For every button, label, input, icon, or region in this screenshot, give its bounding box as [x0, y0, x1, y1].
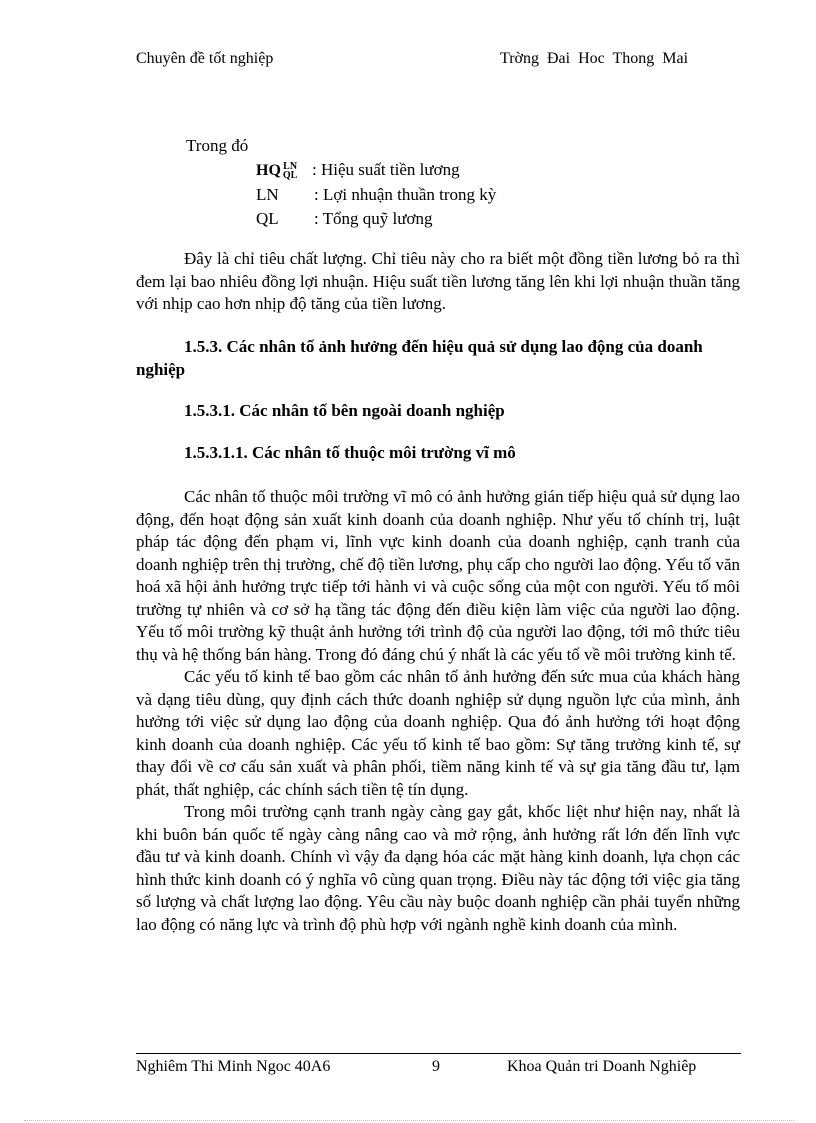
footer-faculty: Khoa Quản tri Doanh Nghiêp — [507, 1058, 697, 1075]
body-paragraph-4: Trong môi trường cạnh tranh ngày càng gay gắt, khốc liệt như hiện nay, nhất là khi buôn bán quốc tế ngày càng nâng cao và mở rộng, ảnh hưởng rất lớn đến lĩnh vực đầu tư và kinh doanh. Chính vì vậy đa dạng hóa các mặt hàng kinh doanh, lựa chọn các hình thức kinh doanh có ý nghĩa vô cùng quan trọng. Điều này tác động tới việc gia tăng số lượng và chất lượng lao động. Yêu cầu này buộc doanh nghiệp cần phải tuyển những lao động có năng lực và trình độ phù hợp với ngành nghề kinh doanh của mình. — [136, 802, 740, 934]
definition-row-hq — [186, 158, 496, 183]
section-heading-1-5-3: 1.5.3. Các nhân tố ảnh hưởng đến hiệu quả sử dụng lao động của doanh nghiệp — [136, 337, 703, 379]
section-heading-1-5-3-1: 1.5.3.1. Các nhân tố bên ngoài doanh nghiệp — [184, 401, 505, 420]
definition-symbol: QL — [256, 209, 279, 228]
body-paragraph-2: Các nhân tố thuộc môi trường vĩ mô có ảnh hưởng gián tiếp hiệu quả sử dụng lao động, đến hoạt động sản xuất kinh doanh của doanh nghiệp. Như yếu tố chính trị, luật pháp tác động đến phạm vi, lĩnh vực kinh doanh của doanh nghiệp, cạnh tranh của doanh nghiệp trên thị trường, chế độ tiền lương, phụ cấp cho người lao động. Yếu tố văn hoá xã hội ảnh hưởng trực tiếp tới hành vi và cuộc sống của một con người. Yếu tố môi trường tự nhiên và cơ sở hạ tầng tác động đến điều kiện làm việc của người lao động. Yếu tố môi trường kỹ thuật ảnh hưởng tới trình độ của người lao động, tới mô thức tiêu thụ và hệ thống bán hàng. Trong đó đáng chú ý nhất là các yếu tố về môi trường kinh tế. — [136, 487, 740, 664]
definition-text: : Lợi nhuận thuần trong kỳ — [314, 185, 497, 204]
body-paragraphs — [136, 486, 740, 936]
footer-author: Nghiêm Thi Minh Ngoc 40A6 — [136, 1058, 331, 1075]
page-number: 9 — [432, 1058, 440, 1075]
hq-symbol: HQ LN QL — [256, 161, 298, 182]
section-heading-1-5-3-1-1: 1.5.3.1.1. Các nhân tố thuộc môi trường vĩ mô — [184, 443, 516, 462]
definition-row-ql — [186, 207, 496, 231]
definitions-block — [186, 134, 496, 231]
footer-divider — [136, 1053, 741, 1054]
definition-row-ln — [186, 183, 496, 207]
page-edge-divider — [24, 1120, 794, 1121]
definition-text: : Hiệu suất tiền lương — [312, 160, 460, 179]
intro-label: Trong đó — [186, 136, 249, 155]
definition-text: : Tổng quỹ lương — [314, 209, 433, 228]
body-paragraph-3: Các yếu tố kinh tế bao gồm các nhân tố ảnh hưởng đến sức mua của khách hàng và dạng tiêu dùng, quy định cách thức doanh nghiệp sử dụng nguồn lực của mình, ảnh hưởng tới việc sử dụng lao động của doanh nghiệp. Qua đó ảnh hưởng tới hoạt động kinh doanh của doanh nghiệp. Các yếu tố kinh tế bao gồm: Sự tăng trưởng kinh tế, sự thay đổi về cơ cấu sản xuất và phân phối, tiềm năng kinh tế và sự gia tăng đầu tư, lạm phát, thất nghiệp, các chính sách tiền tệ tín dụng. — [136, 667, 740, 799]
header-right: Trờng Đai Hoc Thong Mai — [500, 50, 689, 67]
header-left: Chuyên đề tốt nghiệp — [136, 50, 274, 67]
definition-symbol: LN — [256, 185, 279, 204]
body-paragraph-1: Đây là chỉ tiêu chất lượng. Chỉ tiêu này cho ra biết một đồng tiền lương bỏ ra thì đem lại bao nhiêu đồng lợi nhuận. Hiệu suất tiền lương tăng lên khi lợi nhuận thuần tăng với nhịp cao hơn nhịp độ tăng của tiền lương. — [136, 249, 740, 313]
